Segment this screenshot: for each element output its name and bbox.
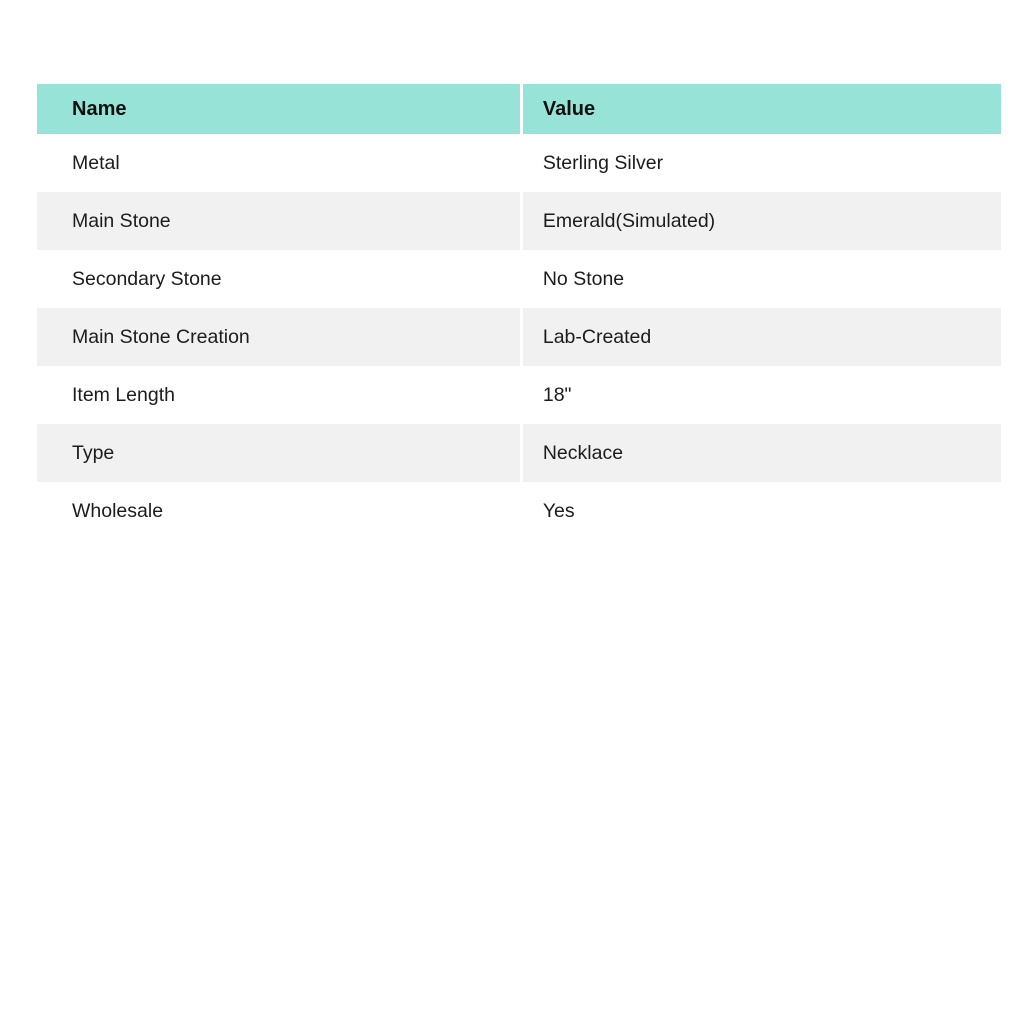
spec-table-body [37, 134, 1001, 540]
row-label: Main Stone Creation [37, 308, 523, 366]
row-label: Main Stone [37, 192, 523, 250]
table-row [37, 424, 1001, 482]
table-row [37, 134, 1001, 192]
row-value: No Stone [523, 250, 1001, 308]
row-label: Type [37, 424, 523, 482]
row-label: Item Length [37, 366, 523, 424]
table-row [37, 308, 1001, 366]
table-row [37, 482, 1001, 540]
row-label: Metal [37, 134, 523, 192]
row-value: Sterling Silver [523, 134, 1001, 192]
table-header-value: Value [523, 84, 1001, 134]
product-specifications-panel [37, 84, 1001, 540]
spec-table [37, 84, 1001, 540]
row-label: Wholesale [37, 482, 523, 540]
row-value: 18" [523, 366, 1001, 424]
table-row [37, 250, 1001, 308]
row-value: Lab-Created [523, 308, 1001, 366]
table-row [37, 192, 1001, 250]
table-header-name: Name [37, 84, 523, 134]
row-value: Necklace [523, 424, 1001, 482]
header-row [37, 84, 1001, 134]
spec-table-header [37, 84, 1001, 134]
row-value: Emerald(Simulated) [523, 192, 1001, 250]
row-value: Yes [523, 482, 1001, 540]
row-label: Secondary Stone [37, 250, 523, 308]
table-row [37, 366, 1001, 424]
